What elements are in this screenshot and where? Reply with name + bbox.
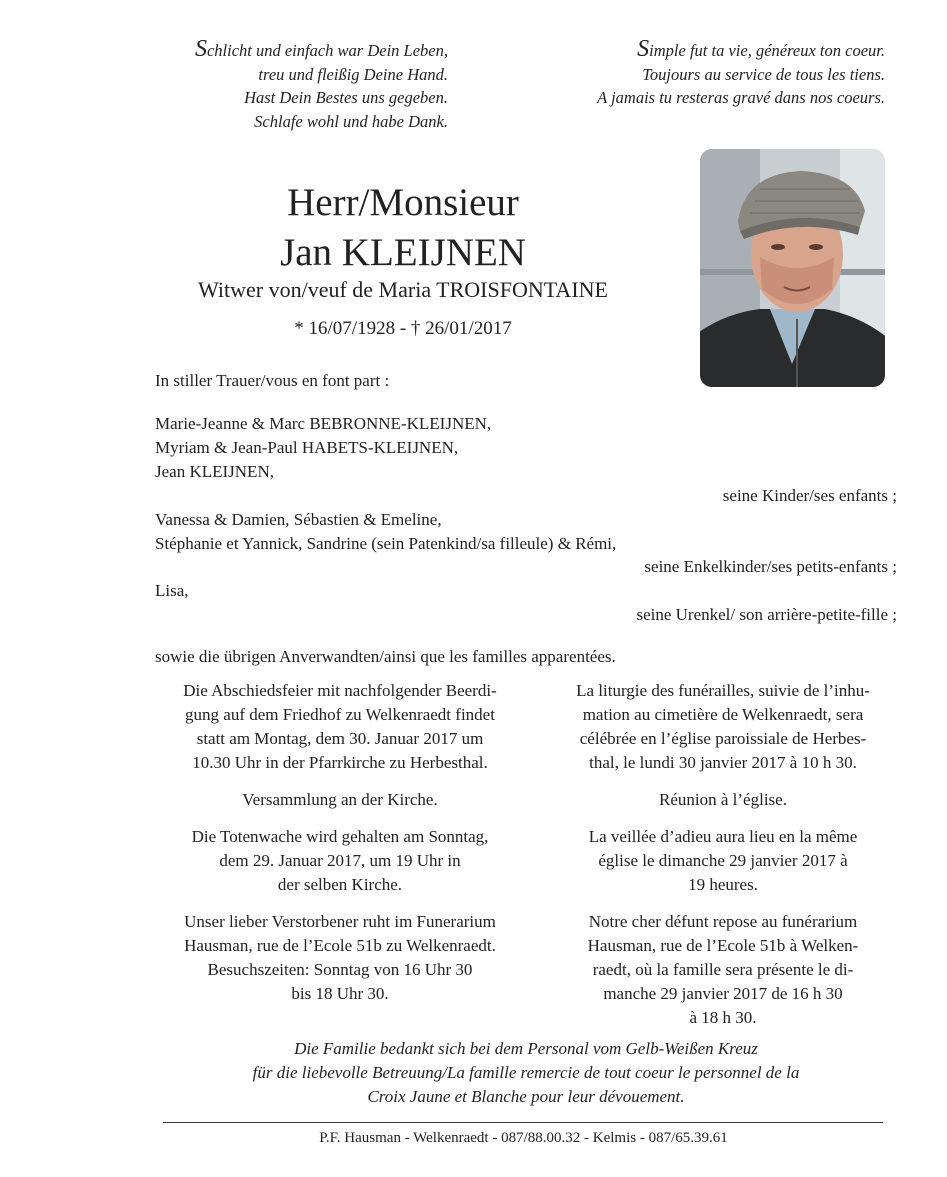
poem-line: Hast Dein Bestes uns gegeben. — [244, 88, 448, 107]
thanks-line: Die Familie bedankt sich bei dem Personal vom Gelb-Weißen Kreuz — [294, 1039, 758, 1058]
widow-line: Witwer von/veuf de Maria TROISFONTAINE — [198, 277, 608, 302]
wake-info-french: La veillée d’adieu aura lieu en la même église le dimanche 29 janvier 2017 à 19 heures. — [588, 827, 858, 894]
poem-line: Toujours au service de tous les tiens. — [642, 64, 885, 84]
grandchild-names: Vanessa & Damien, Sébastien & Emeline, — [155, 510, 442, 529]
great-grandchild-name: Lisa, — [155, 581, 189, 600]
thanks-line: Croix Jaune et Blanche pour leur dévouement. — [367, 1087, 685, 1106]
honorific: Herr/Monsieur — [287, 181, 519, 224]
french-column — [533, 679, 913, 1043]
drop-cap: S — [637, 36, 650, 62]
funeral-home-footer: P.F. Hausman - Welkenraedt - 087/88.00.32 - Kelmis - 087/65.39.61 — [319, 1130, 728, 1146]
deceased-name: Jan KLEIJNEN — [280, 231, 526, 274]
german-column — [150, 679, 530, 1019]
relatives-line: sowie die übrigen Anverwandten/ainsi que les familles apparentées. — [155, 647, 616, 666]
grandchildren-label: seine Enkelkinder/ses petits-enfants ; — [644, 557, 897, 576]
thanks-note — [0, 1037, 947, 1109]
intro-line: In stiller Trauer/vous en font part : — [155, 371, 390, 390]
poem-line: A jamais tu resteras gravé dans nos coeurs. — [597, 88, 885, 107]
poem-german — [195, 38, 448, 133]
funeral-info-german: Die Abschiedsfeier mit nachfolgender Beerdi- gung auf dem Friedhof zu Welkenraedt findet statt am Montag, dem 30. Januar 2017 um 10.30 Uhr in der Pfarrkirche zu Herbesthal. — [183, 681, 497, 772]
thanks-line: für die liebevolle Betreuung/La famille remercie de tout coeur le personnel de la — [252, 1063, 800, 1082]
poem-line: treu und fleißig Deine Hand. — [258, 64, 448, 84]
poem-line: Schlafe wohl und habe Dank. — [254, 111, 448, 131]
grandchild-names: Stéphanie et Yannick, Sandrine (sein Patenkind/sa filleule) & Rémi, — [155, 534, 617, 553]
child-name: Myriam & Jean-Paul HABETS-KLEIJNEN, — [155, 438, 459, 457]
assembly-info-german: Versammlung an der Kirche. — [242, 790, 438, 809]
life-dates: * 16/07/1928 - † 26/01/2017 — [294, 318, 512, 339]
wake-info-german: Die Totenwache wird gehalten am Sonntag, dem 29. Januar 2017, um 19 Uhr in der selben Kirche. — [191, 827, 489, 894]
funeral-info-french: La liturgie des funérailles, suivie de l’inhu- mation au cimetière de Welkenraedt, sera célébrée en l’église paroissiale de Herbes- thal, le lundi 30 janvier 2017 à 10 h 30. — [576, 681, 870, 772]
poem-line: Schlicht und einfach war Dein Leben, — [194, 36, 448, 62]
great-grandchildren-label: seine Urenkel/ son arrière-petite-fille ; — [636, 605, 897, 624]
assembly-info-french: Réunion à l’église. — [659, 790, 787, 809]
poem-line: Simple fut ta vie, généreux ton coeur. — [637, 36, 885, 62]
drop-cap: S — [194, 36, 207, 62]
visiting-info-french: Notre cher défunt repose au funérarium Hausman, rue de l’Ecole 51b à Welken- raedt, où la famille sera présente le di- manche 29 janvier 2017 de 16 h 30 à 18 h 30. — [587, 912, 859, 1027]
child-name: Jean KLEIJNEN, — [155, 462, 274, 481]
footer-divider — [163, 1122, 883, 1123]
visiting-info-german: Unser lieber Verstorbener ruht im Funerarium Hausman, rue de l’Ecole 51b zu Welkenraedt. Besuchszeiten: Sonntag von 16 Uhr 30 bis 18 Uhr 30. — [184, 912, 496, 1003]
children-label: seine Kinder/ses enfants ; — [722, 486, 897, 505]
child-name: Marie-Jeanne & Marc BEBRONNE-KLEIJNEN, — [155, 414, 492, 433]
poem-french — [597, 38, 885, 110]
